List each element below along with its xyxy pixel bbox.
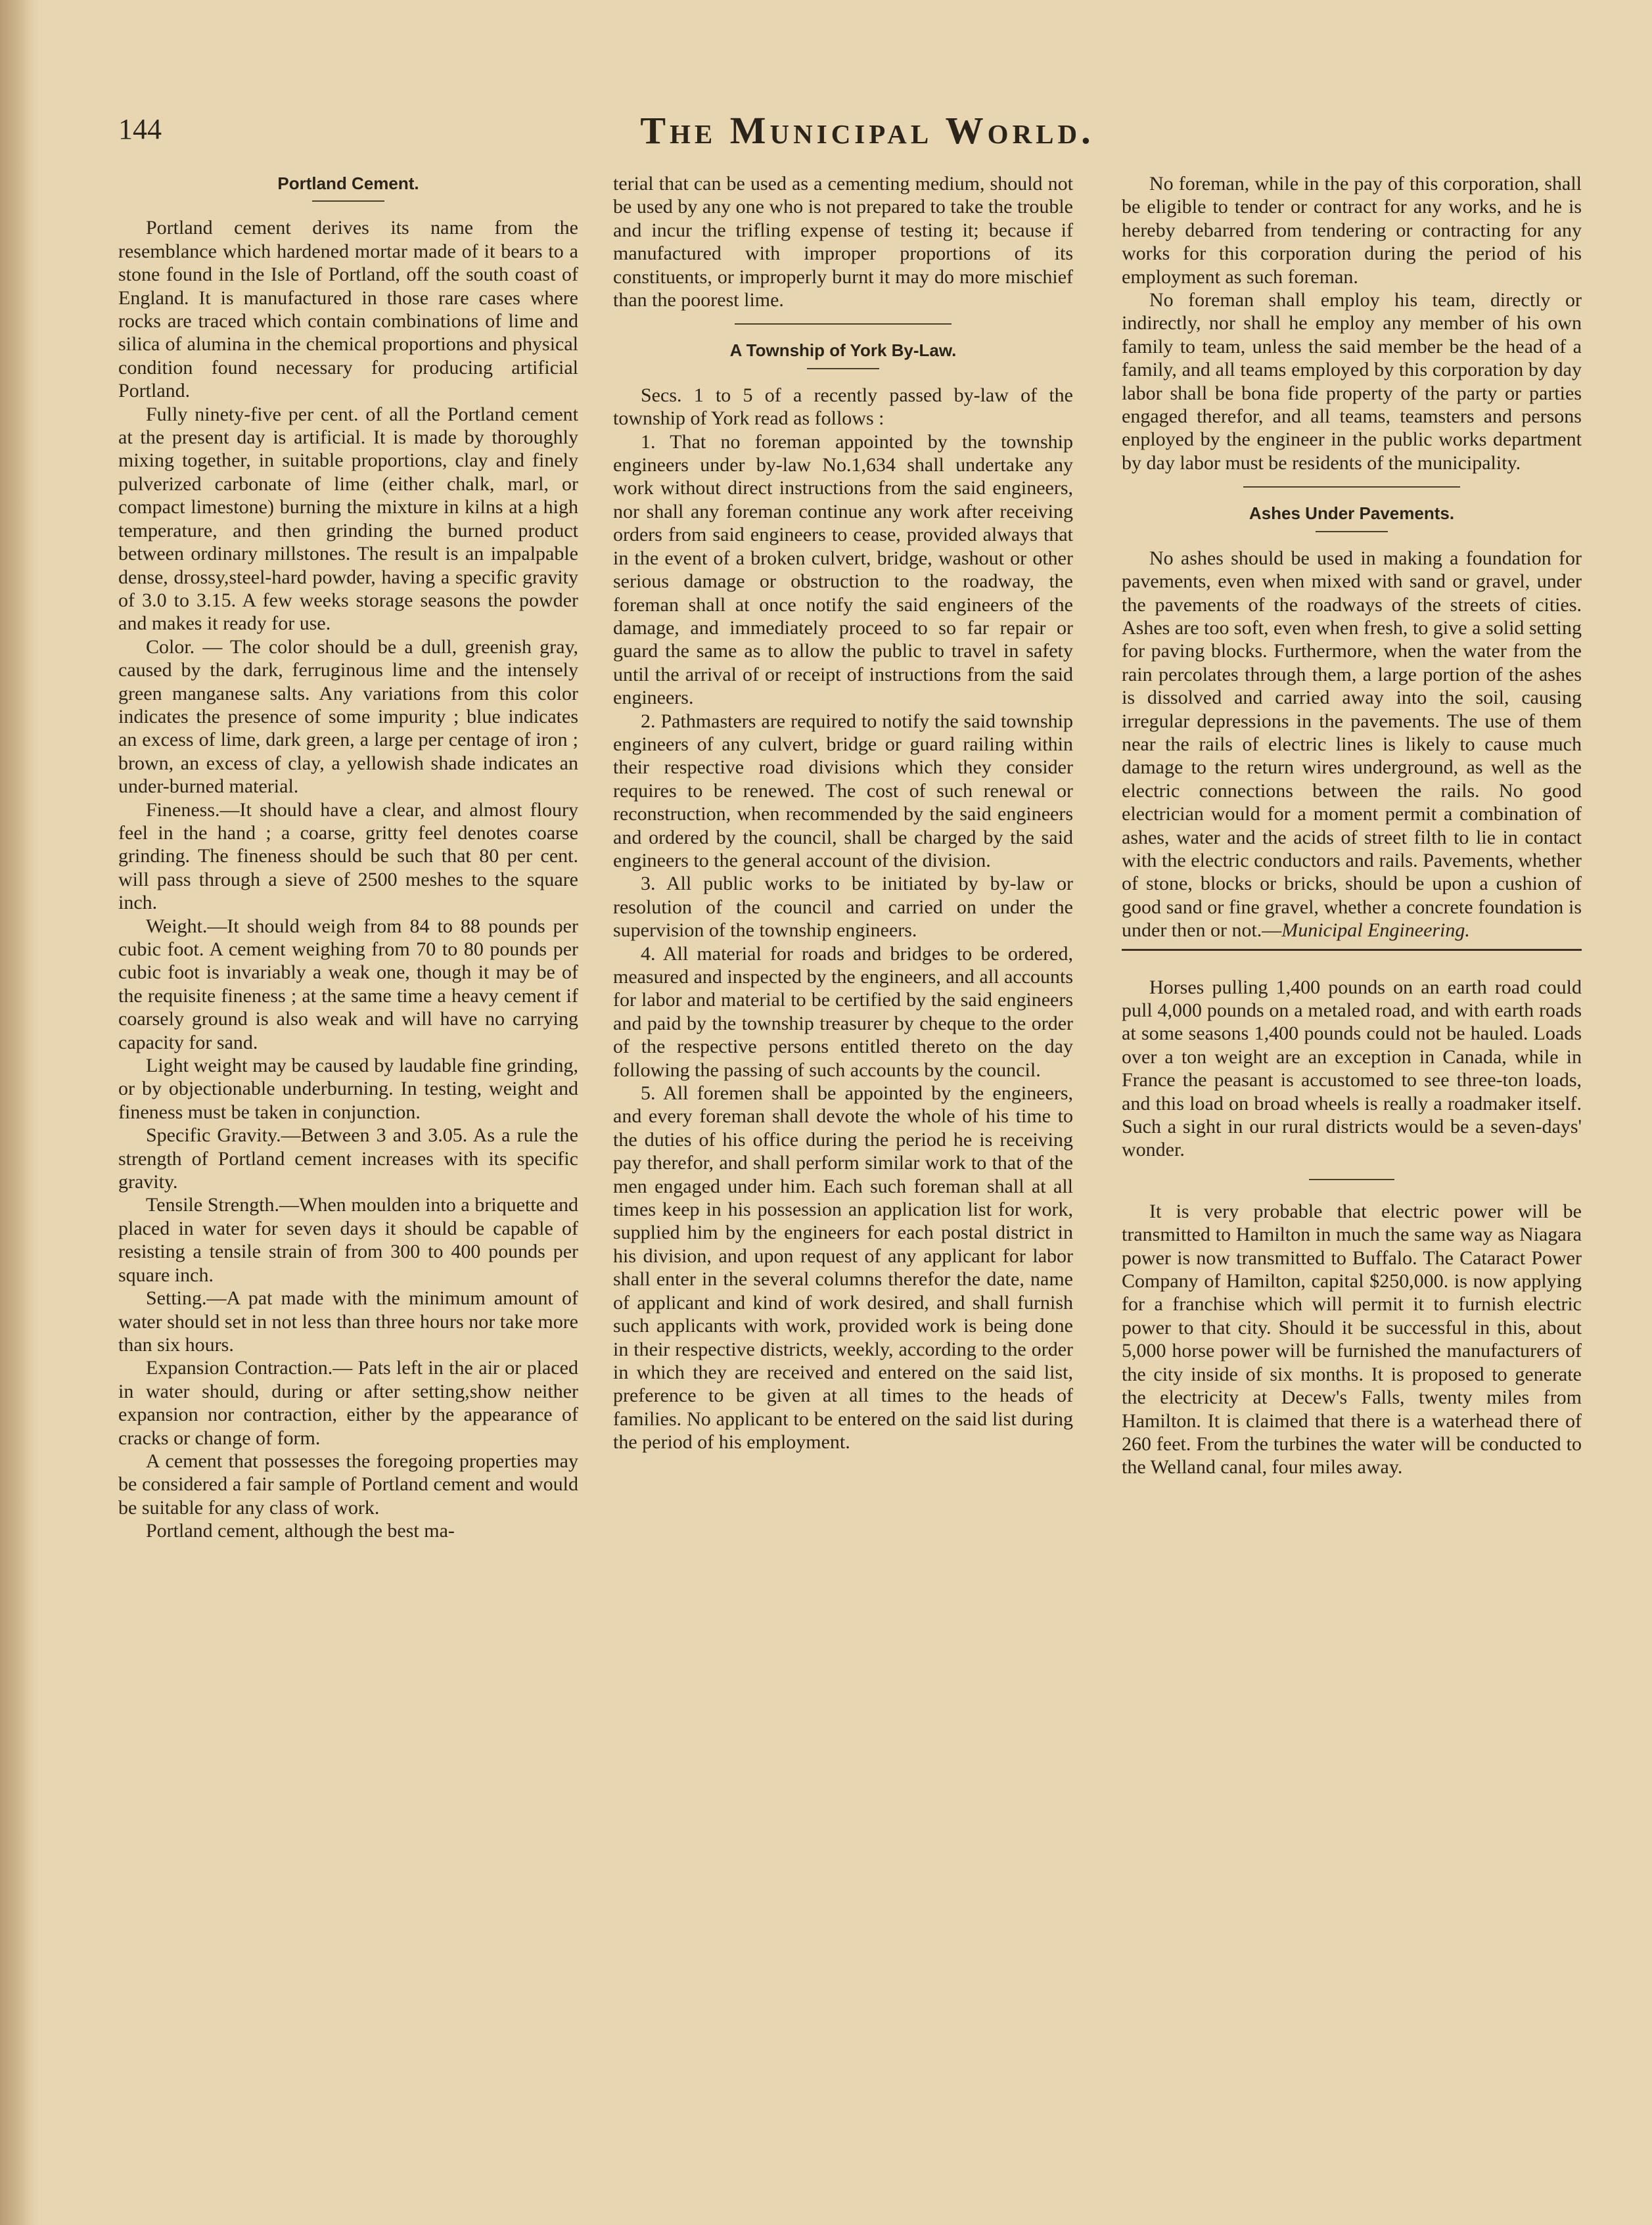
column-3 [1122,172,1582,1479]
paragraph: Fully ninety-five per cent. of all the Portland cement at the present day is artificial. It is made by thoroughly mixing together, in suitable proportions, clay and finely pulverized carbonate of lime (either chalk, marl, or compact limestone) burning the mixture in kilns at a high temperature, and then grinding the burned product between ordinary millstones. The result is an impalpable dense, drossy,steel-hard powder, having a specific gravity of 3.0 to 3.15. A few weeks storage seasons the powder and makes it ready for use. [118,403,578,635]
divider [1316,531,1388,532]
journal-title: The Municipal World. [640,109,1095,152]
paragraph: 1. That no foreman appointed by the township engineers under by-law No.1,634 shall undertake any work without direct instructions from the said engineers, nor shall any foreman continue any work after receiving orders from said engineers to cease, provided always that in the event of a broken culvert, bridge, washout or other serious damage or obstruction to the roadway, the foreman shall at once notify the said engineers of the damage, and immediately proceed to so far repair or guard the same as to allow the public to travel in safety until the arrival of or receipt of instructions from the said engineers. [613,430,1073,709]
page-number: 144 [118,113,162,145]
paragraph: Setting.—A pat made with the minimum amount of water should set in not less than three hours nor take more than six hours. [118,1287,578,1356]
divider [1309,1179,1394,1180]
paragraph: Portland cement, although the best ma- [146,1520,455,1542]
paragraph: 2. Pathmasters are required to notify the said township engineers of any culvert, bridge or guard railing within their respective road divisions which they consider requires to be renewed. The cost of such renewal or reconstruction, when recommended by the said engineers and ordered by the council, shall be charged by the said engineers to the general account of the division. [613,710,1073,871]
divider [807,368,879,369]
paragraph: A cement that possesses the foregoing properties may be considered a fair sample of Portland cement and would be suitable for any class of work. [118,1450,578,1519]
paragraph: Color. — The color should be a dull, greenish gray, caused by the dark, ferruginous lime and the intensely green manganese salts. Any variations from this color indicates the presence of some impurity ; blue indicates an excess of lime, dark green, a large per centage of iron ; brown, an excess of clay, a yellowish shade indicates an under-burned material. [118,635,578,798]
page-header [118,108,1617,161]
paragraph: Horses pulling 1,400 pounds on an earth road could pull 4,000 pounds on a metaled road, and with earth roads at some seasons 1,400 pounds could not be hauled. Loads over a ton weight are an exception in Canada, while in France the peasant is accustomed to see three-ton loads, and this load on broad wheels is really a roadmaker itself. Such a sight in our rural districts would be a seven-days' wonder. [1122,976,1582,1161]
divider [735,323,952,325]
paragraph: Secs. 1 to 5 of a recently passed by-law of the township of York read as follows : [613,384,1073,430]
article-heading-york-bylaw: A Township of York By-Law. [729,340,957,361]
ashes-text: No ashes should be used in making a foundation for pavements, even when mixed with sand or gravel, under the pavements of the roadways of the streets of cities. Ashes are too soft, even when fresh, to give a solid setting for paving blocks. Furthermore, when the water from the rain percolates through them, a large portion of the ashes is dissolved and carried away into the soil, causing irregular depressions in the pavements. The use of them near the rails of electric lines is likely to cause much damage to the return wires underground, as well as the electric connections between the rails. No good electrician would for a moment permit a combination of ashes, water and the acids of street filth to lie in contact with the electric conductors and rails. Pavements, whether of stone, blocks or bricks, should be upon a cushion of good sand or fine gravel, whether a concrete foundation is under then or not.— [1122,547,1582,942]
paragraph: Expansion Contraction.— Pats left in the air or placed in water should, during or after setting,show neither expansion nor contraction, either by the appearance of cracks or change of form. [118,1357,578,1449]
paragraph: Fineness.—It should have a clear, and almost floury feel in the hand ; a coarse, gritty feel denotes coarse grinding. The fineness should be such that 80 per cent. will pass through a sieve of 2500 meshes to the square inch. [118,798,578,914]
divider [312,200,384,202]
paragraph: No foreman shall employ his team, directly or indirectly, nor shall he employ any member of his own family to team, unless the said member be the head of a family, and all teams employed by this corporation by day labor shall be bona fide property of the party or parties engaged therefor, and all teams, teamsters and persons enployed by the engineer in the public works department by day labor must be residents of the municipality. [1122,289,1582,474]
paragraph: It is very probable that electric power will be transmitted to Hamilton in much the same way as Niagara power is now transmitted to Buffalo. The Cataract Power Company of Hamilton, capital $250,000. is now applying for a franchise which will permit it to furnish electric power to that city. Should it be successful in this, about 5,000 horse power will be furnished the manufacturers of the city inside of six months. It is proposed to generate the electricity at Decew's Falls, twenty miles from Hamilton. It is claimed that there is a waterhead there of 260 feet. From the turbines the water will be conducted to the Welland canal, four miles away. [1122,1200,1582,1479]
paragraph: 3. All public works to be initiated by by-law or resolution of the council and carried on under the supervision of the township engineers. [613,873,1073,942]
article-heading-ashes: Ashes Under Pavements. [1249,503,1455,524]
source-citation: Municipal Engineering. [1281,919,1470,942]
divider [1122,949,1582,951]
divider [1243,486,1460,488]
paragraph: Portland cement derives its name from the resemblance which hardened mortar made of it bears to a stone found in the Isle of Portland, off the south coast of England. It is manufactured in those rare cases where rocks are traced which contain combinations of lime and silica of alumina in the chemical proportions and physical condition found necessary for producing artificial Portland. [118,217,578,402]
column-2 [613,172,1073,1454]
paragraph: Specific Gravity.—Between 3 and 3.05. As a rule the strength of Portland cement increases with its specific gravity. [118,1124,578,1193]
article-heading-portland-cement: Portland Cement. [277,173,419,193]
paragraph: 4. All material for roads and bridges to be ordered, measured and inspected by the engineers, and all accounts for labor and material to be certified by the said engineers and paid by the township treasurer by cheque to the order of the respective persons entitled thereto on the day following the passing of such accounts by the council. [613,942,1073,1081]
paragraph: 5. All foremen shall be appointed by the engineers, and every foreman shall devote the whole of his time to the duties of his office during the period he is receiving pay therefor, and shall perform similar work to that of the men engaged under him. Each such foreman shall at all times keep in his possession an application list for work, supplied him by the engineers for each postal district in his division, and upon request of any applicant for labor shall enter in the several columns therefor the date, name of applicant and kind of work desired, and shall furnish such applicants with work, provided work is being done in their respective districts, weekly, according to the order in which they are received and entered on the said list, preference to be given at all times to the heads of families. No applicant to be entered on the said list during the period of his employment. [613,1082,1073,1454]
book-binding-edge [0,0,39,2225]
paragraph [1122,547,1582,942]
column-1 [118,172,578,1543]
paragraph: Tensile Strength.—When moulden into a briquette and placed in water for seven days it should be capable of resisting a tensile strain of from 300 to 400 pounds per square inch. [118,1194,578,1286]
paragraph: No foreman, while in the pay of this corporation, shall be eligible to tender or contract for any works, and he is hereby debarred from tendering or contracting for any works for this corporation during the period of his employment as such foreman. [1122,173,1582,288]
paragraph: Light weight may be caused by laudable fine grinding, or by objectionable underburning. In testing, weight and fineness must be taken in conjunction. [118,1055,578,1123]
paragraph: Weight.—It should weigh from 84 to 88 pounds per cubic foot. A cement weighing from 70 to 80 pounds per cubic foot is invariably a weak one, though it may be of the requisite fineness ; at the same time a heavy cement if coarsely ground is also weak and will have no carrying capacity for sand. [118,915,578,1053]
paragraph-continued: terial that can be used as a cementing medium, should not be used by any one who is not prepared to take the trouble and incur the trifling expense of testing it; because if manufactured with improper proportions of its constituents, or improperly burnt it may do more mischief than the poorest lime. [613,173,1073,311]
